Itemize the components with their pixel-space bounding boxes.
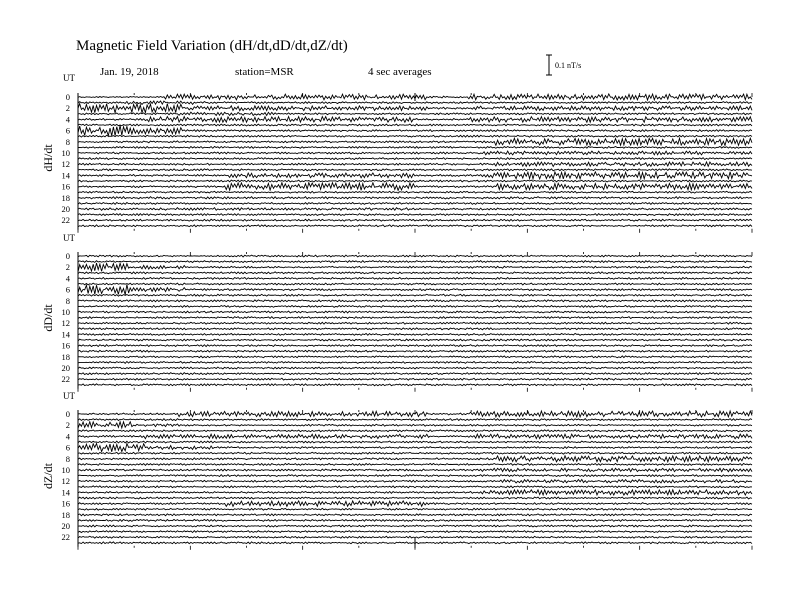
row-label: 14: [61, 170, 70, 181]
trace-line: [78, 101, 752, 104]
chart-title: Magnetic Field Variation (dH/dt,dD/dt,dZ/dt): [76, 38, 348, 54]
trace-line: [78, 490, 752, 495]
trace-line: [78, 158, 752, 160]
row-label: 8: [65, 295, 70, 306]
scale-bar-label: 0.1 nT/s: [555, 61, 582, 70]
trace-line: [78, 202, 752, 204]
trace-line: [78, 536, 752, 538]
trace-line: [78, 322, 752, 324]
row-label: 16: [61, 181, 70, 192]
trace-line: [78, 117, 752, 123]
trace-line: [78, 125, 752, 135]
row-label: 16: [61, 340, 70, 351]
trace-line: [78, 214, 752, 216]
trace-line: [78, 172, 752, 179]
trace-line: [78, 180, 752, 182]
trace-line: [78, 317, 752, 319]
row-label: 10: [61, 307, 70, 317]
trace-line: [78, 300, 752, 302]
trace-line: [78, 456, 752, 462]
panel-ylabel: dZ/dt: [41, 463, 55, 489]
row-label: 8: [65, 136, 70, 147]
row-label: 8: [65, 453, 70, 464]
trace-line: [78, 452, 752, 454]
trace-line: [78, 277, 752, 279]
row-label: 4: [65, 114, 70, 125]
row-label: 18: [61, 351, 70, 362]
trace-line: [78, 350, 752, 352]
trace-line: [78, 135, 752, 137]
trace-line: [78, 519, 752, 521]
trace-line: [78, 514, 752, 516]
trace-line: [78, 305, 752, 307]
trace-line: [78, 261, 752, 263]
trace-line: [78, 463, 752, 465]
trace-line: [78, 191, 752, 193]
panel-ylabel: dH/dt: [41, 144, 55, 172]
trace-line: [78, 373, 752, 375]
row-label: 12: [61, 476, 70, 487]
trace-line: [78, 444, 752, 452]
row-label: 10: [61, 148, 70, 158]
trace-line: [78, 333, 752, 335]
trace-line: [78, 422, 752, 428]
row-label: 20: [61, 204, 70, 214]
trace-line: [78, 441, 752, 443]
trace-line: [78, 197, 752, 199]
row-label: 10: [61, 465, 70, 475]
row-label: 0: [65, 92, 70, 102]
trace-line: [78, 219, 752, 221]
row-label: 18: [61, 192, 70, 203]
trace-line: [78, 112, 752, 115]
trace-line: [78, 508, 752, 510]
trace-line: [78, 162, 752, 166]
row-label: 6: [65, 125, 70, 136]
ut-label: UT: [63, 233, 75, 243]
panel-ylabel: dD/dt: [41, 304, 55, 332]
trace-line: [78, 497, 752, 499]
trace-line: [78, 283, 752, 285]
trace-line: [78, 138, 752, 145]
trace-line: [78, 434, 752, 439]
averaging-label: 4 sec averages: [368, 66, 432, 78]
trace-line: [78, 328, 752, 330]
row-label: 12: [61, 159, 70, 170]
row-label: 4: [65, 431, 70, 442]
row-label: 22: [61, 215, 70, 226]
trace-line: [78, 183, 752, 191]
trace-line: [78, 479, 752, 482]
row-label: 2: [65, 420, 70, 431]
row-label: 22: [61, 374, 70, 385]
trace-line: [78, 124, 752, 126]
row-label: 6: [65, 284, 70, 295]
trace-line: [78, 361, 752, 363]
trace-line: [78, 272, 752, 274]
trace-line: [78, 339, 752, 341]
trace-line: [78, 345, 752, 347]
trace-line: [78, 356, 752, 358]
trace-line: [78, 525, 752, 527]
ut-label: UT: [63, 73, 75, 83]
row-label: 2: [65, 103, 70, 114]
trace-line: [78, 311, 752, 313]
row-label: 14: [61, 487, 70, 498]
trace-line: [78, 151, 752, 155]
trace-line: [78, 501, 752, 506]
row-label: 4: [65, 273, 70, 284]
trace-line: [78, 430, 752, 432]
trace-line: [78, 468, 752, 471]
trace-line: [78, 263, 752, 272]
row-label: 0: [65, 409, 70, 419]
ut-label: UT: [63, 391, 75, 401]
row-label: 2: [65, 262, 70, 273]
trace-line: [78, 294, 752, 296]
date-label: Jan. 19, 2018: [100, 66, 159, 78]
row-label: 22: [61, 532, 70, 543]
trace-line: [78, 384, 752, 386]
row-label: 12: [61, 318, 70, 329]
row-label: 14: [61, 329, 70, 340]
trace-line: [78, 104, 752, 113]
trace-line: [78, 419, 752, 421]
row-label: 20: [61, 363, 70, 373]
trace-line: [78, 146, 752, 148]
trace-line: [78, 486, 752, 488]
trace-line: [78, 208, 752, 211]
row-label: 18: [61, 509, 70, 520]
row-label: 16: [61, 498, 70, 509]
station-label: station=MSR: [235, 66, 294, 78]
row-label: 20: [61, 521, 70, 531]
trace-line: [78, 531, 752, 533]
trace-line: [78, 169, 752, 171]
trace-line: [78, 378, 752, 380]
row-label: 6: [65, 442, 70, 453]
trace-line: [78, 225, 752, 227]
row-label: 0: [65, 251, 70, 261]
trace-line: [78, 367, 752, 369]
trace-line: [78, 475, 752, 477]
trace-line: [78, 285, 752, 295]
